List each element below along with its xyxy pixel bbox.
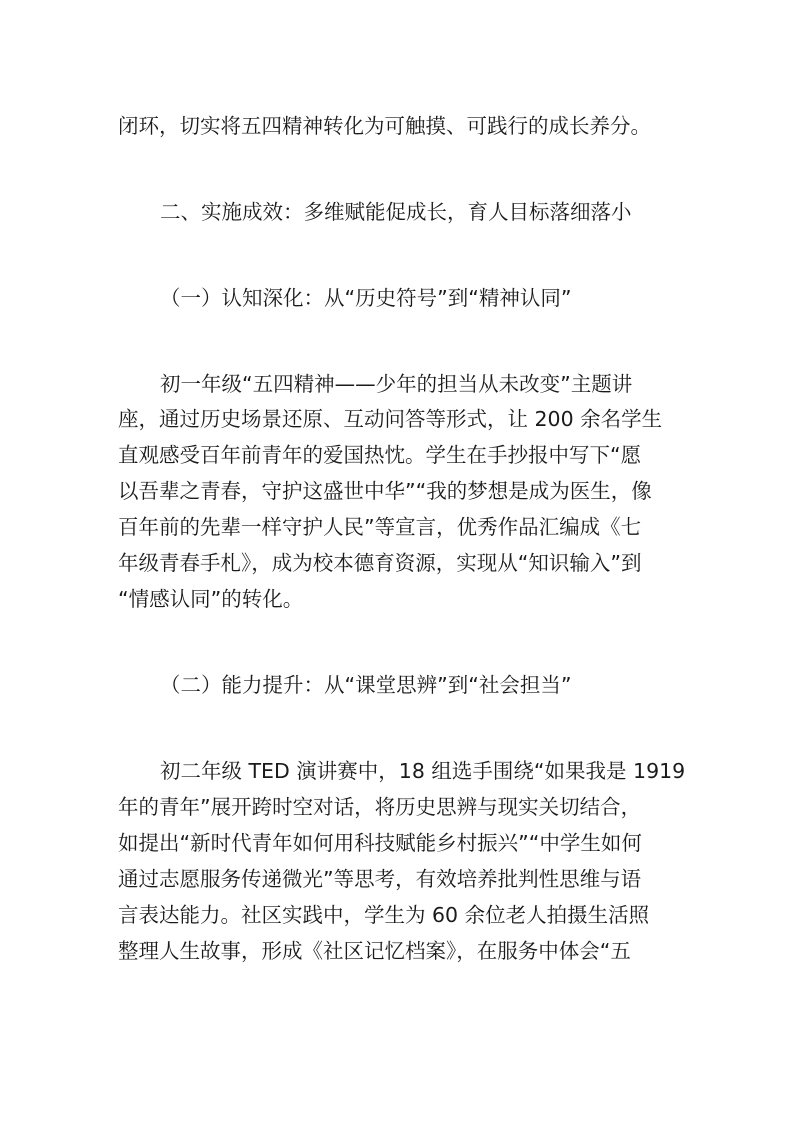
paragraph-line: “情感认同”的转化。	[118, 587, 304, 611]
paragraph-line: 如提出“新时代青年如何用科技赋能乡村振兴”“中学生如何	[118, 831, 642, 855]
subsection-heading: （一）认知深化：从“历史符号”到“精神认同”	[160, 286, 572, 310]
section-heading: 二、实施成效：多维赋能促成长，育人目标落细落小	[160, 200, 632, 224]
paragraph-line: 座，通过历史场景还原、互动问答等形式，让 200 余名学生	[118, 407, 663, 431]
paragraph-line: 直观感受百年前青年的爱国热忱。学生在手抄报中写下“愿	[118, 443, 642, 467]
paragraph-line: 初二年级 TED 演讲赛中，18 组选手围绕“如果我是 1919	[160, 759, 686, 783]
paragraph-line: 以吾辈之青春，守护这盛世中华”“我的梦想是成为医生，像	[118, 479, 652, 503]
paragraph-line: 言表达能力。社区实践中，学生为 60 余位老人拍摄生活照	[118, 903, 650, 927]
paragraph-line: 闭环，切实将五四精神转化为可触摸、可践行的成长养分。	[118, 114, 651, 138]
paragraph-line: 年级青春手札》，成为校本德育资源，实现从“知识输入”到	[118, 551, 642, 575]
paragraph-line: 整理人生故事，形成《社区记忆档案》，在服务中体会“五	[118, 939, 631, 963]
paragraph-line: 年的青年”展开跨时空对话，将历史思辨与现实关切结合，	[118, 795, 642, 819]
paragraph-line: 百年前的先辈一样守护人民”等宣言，优秀作品汇编成《七	[118, 515, 642, 539]
paragraph-line: 初一年级“五四精神——少年的担当从未改变”主题讲	[160, 372, 633, 396]
paragraph-line: 通过志愿服务传递微光”等思考，有效培养批判性思维与语	[118, 867, 642, 891]
subsection-heading: （二）能力提升：从“课堂思辨”到“社会担当”	[160, 673, 572, 697]
